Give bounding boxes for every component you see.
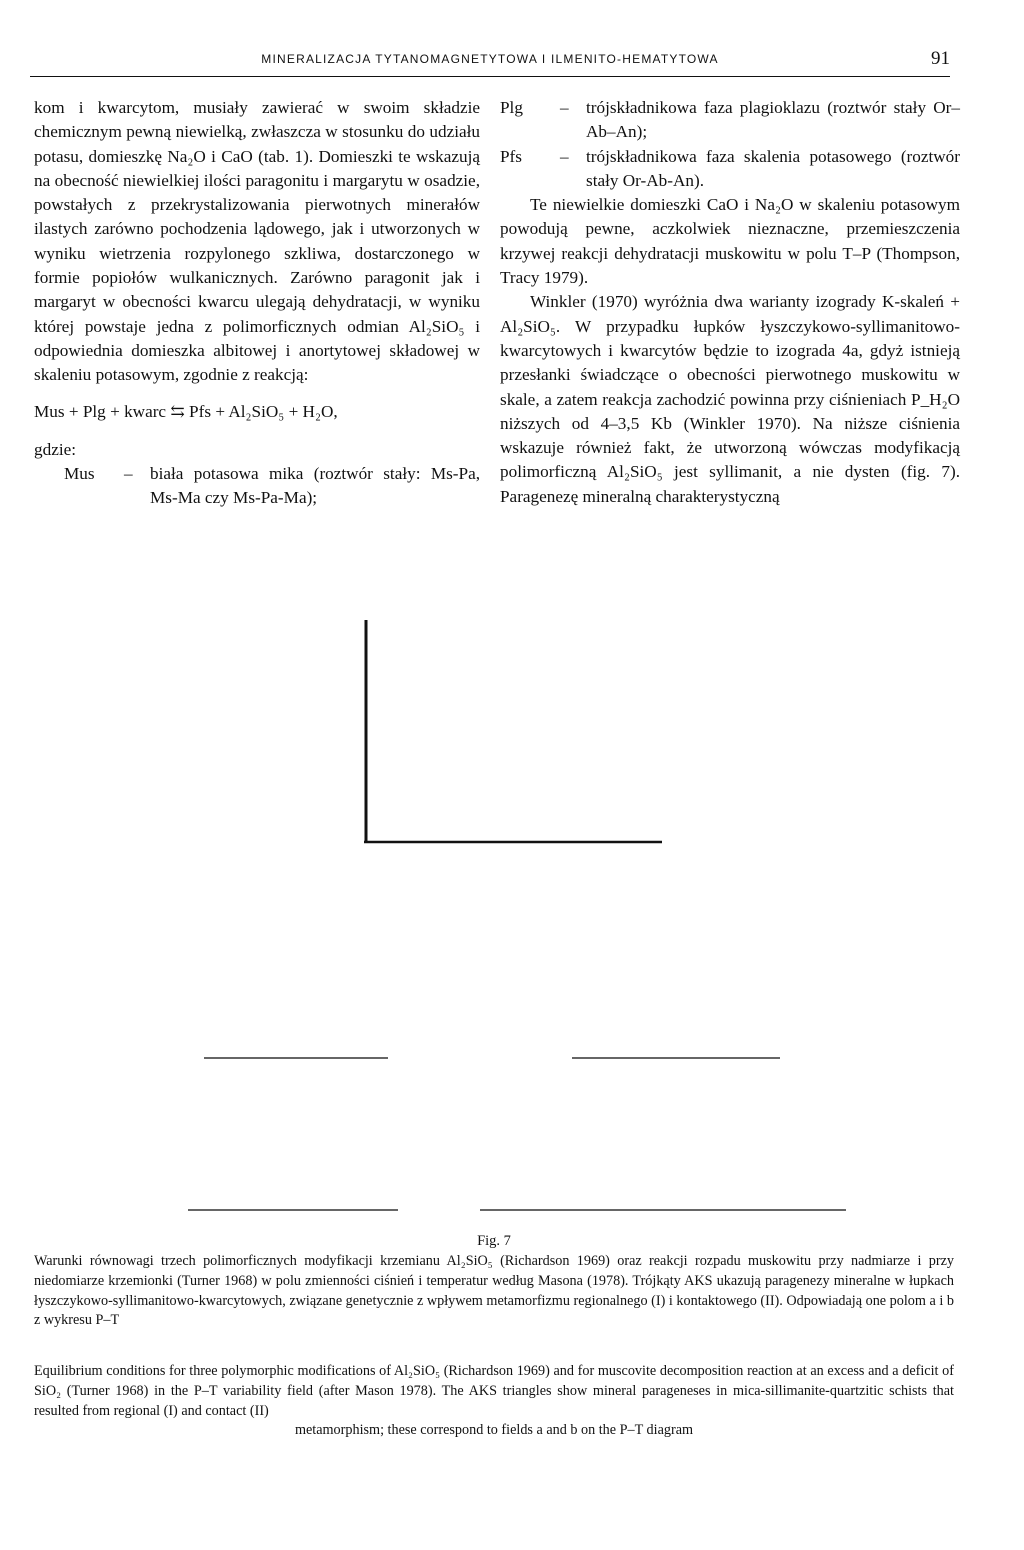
body-paragraph: Winkler (1970) wyróżnia dwa warianty izogrady K-skaleń + Al₂SiO₅. W przypadku łupków łyszczykowo-syllimanitowo-kwarcytowych i kwarcytów będzie to izograda 4a, gdyż istnieją przesłanki świadczące o obecności pierwotnego muskowitu w skale, a zatem reakcja zachodzić powinna przy ciśnieniach P_H₂O niższych od 4–3,5 Kb (Winkler 1970). Na niższe ciśnienia wskazuje również fakt, że utworzoną wówczas modyfikacją polimorficzną Al₂SiO₅ jest syllimanit, a nie dysten (fig. 7). Paragenezę mineralną charakterystyczną [500, 292, 960, 506]
page-header [30, 48, 950, 72]
figure-caption-pl: Warunki równowagi trzech polimorficznych modyfikacji krzemianu Al₂SiO₅ (Richardson 1969) oraz reakcji rozpadu muskowitu przy nadmiarze i przy niedomiarze krzemionki (Turner 1968) w polu zmienności ciśnień i temperatur według Masona (1978). Trójkąty AKS ukazują paragenezy mineralne w łupkach łyszczykowo-syllimanitowo-kwarcytowych, związane genetycznie z wpływem metamorfizmu regionalnego (I) i kontaktowego (II). Odpowiadają one polom a i b z wykresu P–T [34, 1253, 954, 1329]
reaction-equation: Mus + Plg + kwarc ⇆ Pfs + Al₂SiO₅ + H₂O, [34, 401, 338, 421]
definition-text: trójskładnikowa faza plagioklazu (roztwór stały Or–Ab–An); [586, 98, 960, 142]
page-number: 91 [931, 48, 950, 69]
right-column [500, 96, 960, 509]
definition-text: trójskładnikowa faza skalenia potasowego (roztwór stały Or-Ab-An). [586, 146, 960, 190]
left-column [34, 96, 480, 511]
definition-text: biała potasowa mika (roztwór stały: Ms-Pa, Ms-Ma czy Ms-Pa-Ma); [150, 464, 480, 508]
body-paragraph: kom i kwarcytom, musiały zawierać w swoim składzie chemicznym pewną niewielką, zwłaszcza w stosunku do udziału potasu, domieszkę Na₂O i CaO (tab. 1). Domieszki te wskazują na obecność niewielkiej ilości paragonitu i margarytu w osadzie, powstałych z przekrystalizowania pierwotnych minerałów ilastych zarówno pochodzenia lądowego, jak i utworzonych w wyniku wietrzenia rozpylonego szkliwa, dostarczonego w formie popiołów wulkanicznych. Zarówno paragonit jak i margaryt w obecności kwarcu ulegają dehydratacji, w wyniku której powstaje jedna z polimorficznych odmian Al₂SiO₅ i odpowiednia domieszka albitowej i anortytowej składowej w skaleniu potasowym, zgodnie z reakcją: [34, 98, 480, 385]
definition-dash: – [560, 98, 569, 117]
definition-dash: – [124, 464, 133, 484]
definition-term: Pfs [500, 146, 522, 166]
definition-dash: – [560, 146, 569, 166]
running-title: MINERALIZACJA TYTANOMAGNETYTOWA I ILMENITO-HEMATYTOWA [261, 52, 719, 66]
definition-term: Plg [500, 98, 523, 117]
figure-label: Fig. 7 [477, 1233, 511, 1249]
where-label: gdzie: [34, 439, 76, 459]
caption-en-main: Equilibrium conditions for three polymorphic modifications of Al₂SiO₅ (Richardson 1969) and for muscovite decomposition reaction at an excess and a deficit of SiO₂ (Turner 1968) in the P–T variability field (after Mason 1978). The AKS triangles show mineral parageneses in mica-sillimanite-quartzitic schists that resulted from regional (I) and contact (II) [34, 1363, 954, 1419]
caption-en-last-line: metamorphism; these correspond to fields a and b on the P–T diagram [294, 1422, 694, 1439]
header-rule [30, 76, 950, 77]
definition-term: Mus [64, 464, 95, 484]
definition-plg [500, 96, 960, 145]
definition-pfs [500, 145, 960, 194]
definition-mus [34, 462, 480, 511]
body-paragraph: Te niewielkie domieszki CaO i Na₂O w skaleniu potasowym powodują pewne, aczkolwiek nieznaczne, przemieszczenia krzywej reakcji dehydratacji muskowitu w polu T–P (Thompson, Tracy 1979). [500, 195, 960, 288]
figure-caption-en [34, 1362, 954, 1441]
